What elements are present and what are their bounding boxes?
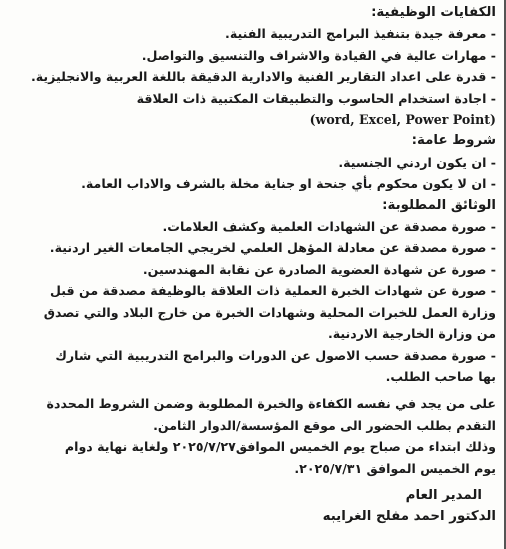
general-conditions-heading: شروط عامة:	[411, 133, 496, 149]
closing-line: على من يجد في نفسه الكفاءة والخبرة المطلوبة وضمن الشروط المحددة	[46, 396, 496, 412]
condition-item: - ان يكون اردني الجنسية.	[338, 154, 496, 170]
document-line: - صورة مصدقة عن الشهادات العلمية وكشف العلامات.	[162, 219, 496, 235]
document-line: - صورة عن شهادة العضوية الصادرة عن نقابة المهندسين.	[142, 261, 496, 277]
competency-item: - قدرة على اعداد التقارير الفنية والادارية الدقيقة باللغة العربية والانجليزية.	[30, 69, 496, 85]
closing-line: يوم الخميس الموافق ٢٠٢٥/٧/٣١.	[294, 460, 496, 476]
document-line: بها صاحب الطلب.	[385, 368, 496, 384]
competencies-heading: الكفايات الوظيفية:	[371, 5, 496, 20]
condition-item: - ان لا يكون محكوم بأي جنحة او جناية مخلة بالشرف والاداب العامة.	[81, 176, 496, 192]
closing-line: التقدم بطلب الحضور الى موقع المؤسسة/الدوار الثامن.	[153, 417, 496, 433]
document-line: - صورة مصدقة عن معادلة المؤهل العلمي لخريجي الجامعات الغير اردنية.	[49, 240, 496, 256]
documents-heading: الوثائق المطلوبة:	[382, 197, 496, 213]
signatory-title: المدير العام	[405, 487, 482, 503]
software-list	[8, 109, 496, 130]
signatory-name: الدكتور احمد مفلح الغرايبه	[322, 509, 496, 525]
document-line: - صورة عن شهادات الخبرة العملية ذات العلاقة بالوظيفة مصدقة من قبل	[50, 283, 496, 299]
competency-item: - معرفة جيدة بتنفيذ البرامج التدريبية الفنية.	[225, 26, 496, 42]
document-line: - صورة مصدقة حسب الاصول عن الدورات والبرامج التدريبية التي شارك	[55, 347, 496, 363]
competency-item: - اجادة استخدام الحاسوب والتطبيقات المكتبية ذات العلاقة	[136, 90, 496, 106]
competency-item: - مهارات عالية في القيادة والاشراف والتنسيق والتواصل.	[141, 47, 496, 63]
document-line: وزارة العمل للخبرات المحلية وشهادات الخبرة من خارج البلاد والتي تصدق	[43, 304, 496, 320]
closing-line: وذلك ابتداء من صباح يوم الخميس الموافق٢٠٢٥/٧/٢٧ ولغاية نهاية دوام	[64, 439, 496, 455]
software-list-text: (word, Excel, Power Point)	[309, 112, 496, 128]
document-line: من وزارة الخارجية الاردنية.	[327, 326, 496, 342]
